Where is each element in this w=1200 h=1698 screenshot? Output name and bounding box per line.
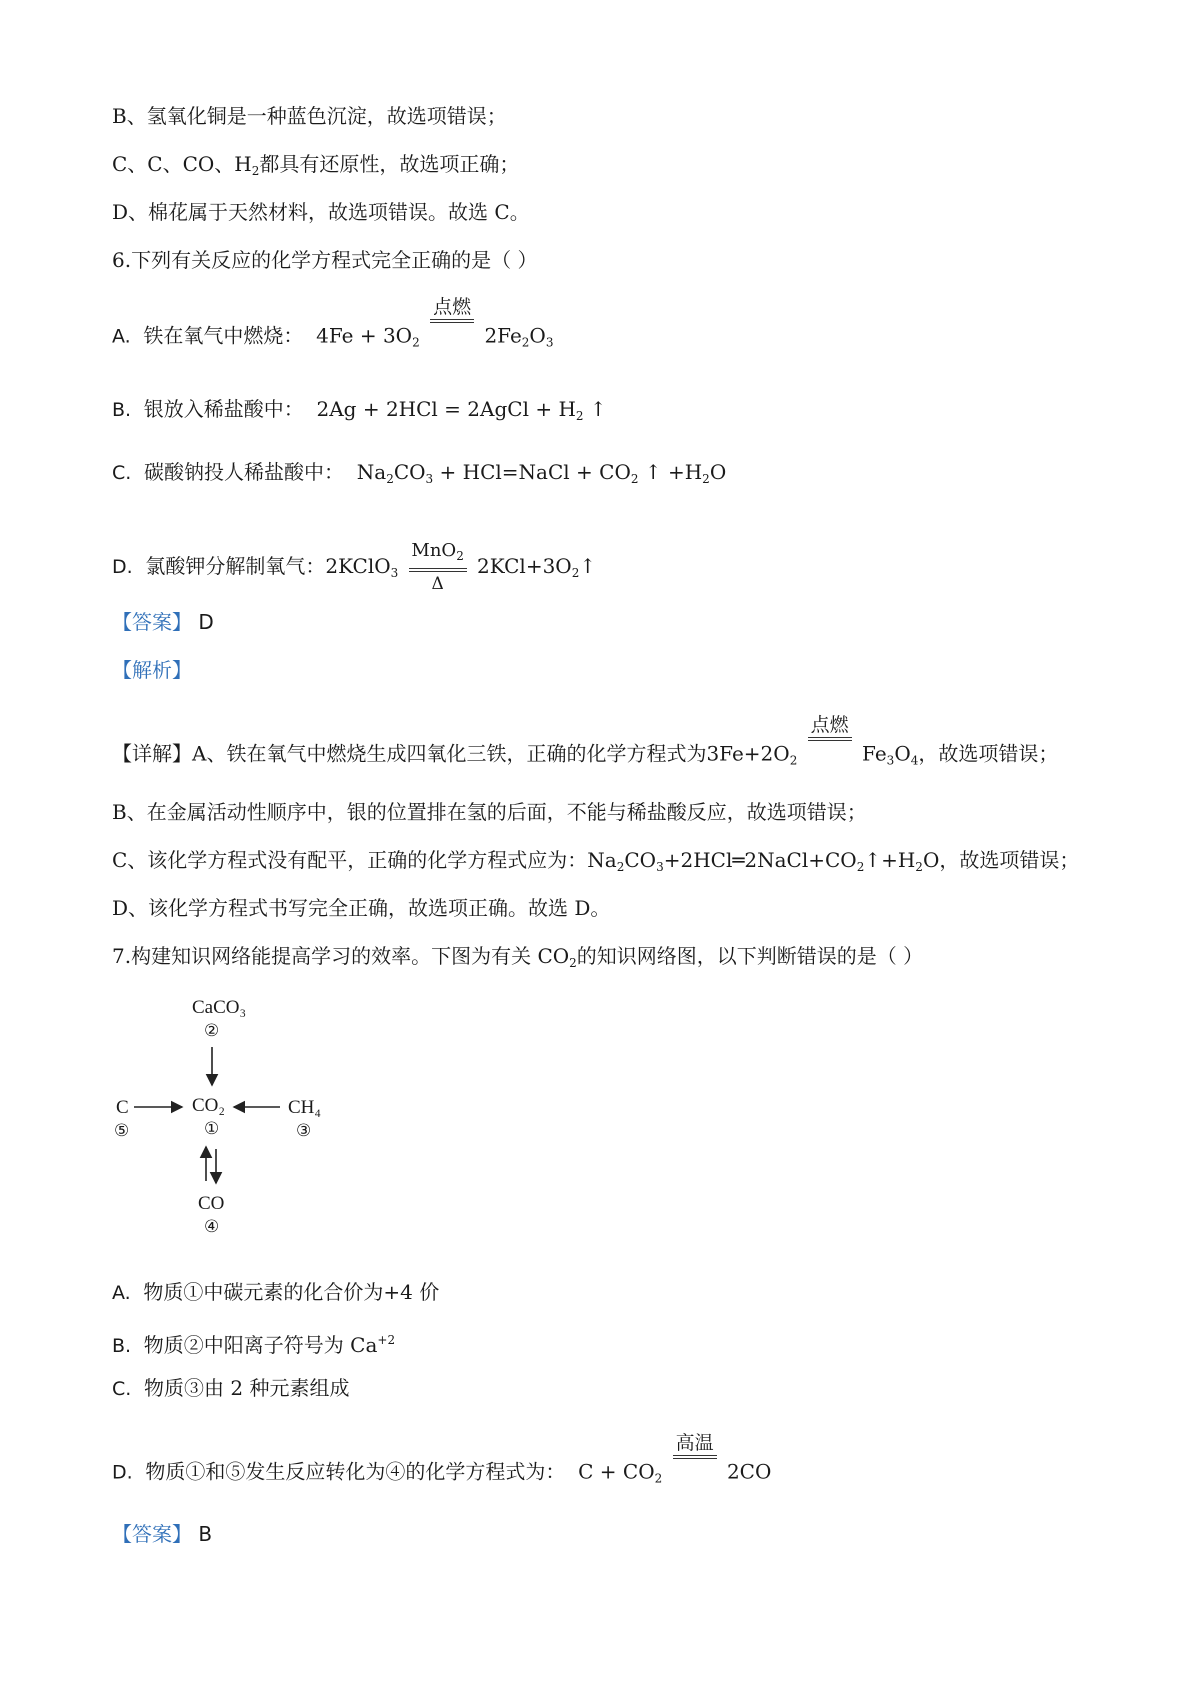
subscript: 2 [569, 956, 577, 970]
equation-part: Na [356, 460, 387, 484]
node-number: ④ [204, 1217, 220, 1237]
subscript: 2 [915, 860, 923, 874]
text-span: 都具有还原性，故选项正确； [259, 152, 520, 176]
answer-value: D [198, 610, 214, 634]
option-d [112, 540, 596, 595]
analysis-tag: 【解析】 [112, 658, 192, 682]
node-co2: CO₂ [192, 1095, 226, 1116]
option-b [112, 1326, 395, 1360]
question-stem: 6.下列有关反应的化学方程式完全正确的是（ ） [112, 248, 538, 272]
subscript: 3 [545, 335, 554, 350]
equation-part: O [529, 323, 546, 348]
subscript: 2 [456, 549, 464, 563]
option-text: 氯酸钾分解制氧气： [145, 554, 326, 578]
option-d [112, 1432, 772, 1498]
node-number: ① [204, 1119, 220, 1139]
subscript: 3 [656, 860, 664, 874]
subscript: 2 [251, 164, 260, 178]
answer-tag: 【答案】 [112, 1522, 192, 1546]
option-text: 物质①中碳元素的化合价为+4 价 [143, 1280, 440, 1304]
equals-bar [430, 319, 474, 323]
detail-line-b: B、在金属活动性顺序中，银的位置排在氢的后面，不能与稀盐酸反应，故选项错误； [112, 800, 867, 824]
question-stem [112, 942, 923, 977]
text-line: D、棉花属于天然材料，故选项错误。故选 C。 [112, 200, 530, 224]
answer-line [112, 608, 214, 636]
condition-label: MnO [411, 540, 457, 561]
equation-part: O [709, 460, 727, 484]
co2-network-diagram [100, 985, 340, 1245]
text-span: C、C、CO、H [112, 152, 252, 176]
equation-part: O [894, 741, 911, 766]
detail-line-a [112, 714, 1059, 780]
subscript: 4 [910, 753, 919, 768]
option-text: 物质③由 2 种元素组成 [144, 1376, 350, 1400]
option-a [112, 296, 554, 362]
text-line: B、氢氧化铜是一种蓝色沉淀，故选项错误； [112, 104, 507, 128]
reaction-condition [409, 540, 467, 595]
subscript: 2 [412, 335, 420, 350]
detail-tag: 【详解】 [112, 741, 192, 766]
equation-part: ↑+H [864, 848, 916, 872]
equation-part: 2CO [726, 1459, 772, 1484]
node-caco3: CaCO₃ [192, 997, 247, 1018]
subscript: 3 [425, 472, 434, 486]
subscript: 2 [702, 472, 710, 486]
equation-part: + HCl=NaCl + CO [433, 460, 631, 484]
reaction-condition [808, 714, 852, 764]
subscript: 2 [571, 566, 580, 580]
equation-part: CO [393, 460, 426, 484]
option-c [112, 1374, 349, 1403]
equation-part: C + CO [578, 1459, 655, 1484]
subscript: 2 [654, 1471, 663, 1486]
condition-label: 高温 [675, 1432, 714, 1454]
equation-part: ↑ +H [644, 460, 703, 484]
node-number: ⑤ [114, 1121, 130, 1141]
reaction-condition [430, 296, 474, 346]
node-c: C [116, 1097, 129, 1118]
subscript: 2 [521, 335, 530, 350]
option-c [112, 458, 726, 493]
condition-label: 点燃 [433, 296, 472, 318]
text-span: 的知识网络图，以下判断错误的是（ ） [576, 944, 924, 968]
option-text: 铁在氧气中燃烧： [143, 323, 304, 348]
option-label: A. [112, 325, 131, 348]
answer-line [112, 1520, 212, 1548]
equals-bar [673, 1455, 717, 1459]
equation-part: +2HCl═2NaCl+CO [663, 848, 857, 872]
subscript: 3 [390, 566, 399, 580]
diagram-arrows [100, 985, 340, 1245]
option-text: 物质①和⑤发生反应转化为④的化学方程式为： [145, 1459, 566, 1484]
option-label: B. [112, 399, 132, 421]
subscript: 2 [630, 472, 639, 486]
subscript: 2 [789, 753, 798, 768]
answer-value: B [198, 1522, 213, 1546]
equals-bar [409, 568, 467, 572]
subscript: 2 [616, 860, 625, 874]
equation-part: Fe [862, 741, 887, 766]
option-label: D. [112, 556, 133, 578]
subscript: 3 [886, 753, 895, 768]
equation-part: 4Fe + 3O [316, 323, 413, 348]
node-co: CO [198, 1193, 225, 1214]
equation-part: 3Fe+2O [706, 741, 790, 766]
option-text: 碳酸钠投人稀盐酸中： [144, 460, 345, 484]
equation-part: 2Fe [484, 323, 522, 348]
option-b [112, 395, 607, 430]
equation-part: 2KCl+3O [476, 554, 572, 578]
option-a [112, 1278, 439, 1307]
text-span: C、该化学方程式没有配平，正确的化学方程式应为：Na [112, 848, 617, 872]
answer-tag: 【答案】 [112, 610, 192, 634]
text-span: O，故选项错误； [922, 848, 1080, 872]
option-label: B. [112, 1335, 132, 1357]
subscript: 2 [575, 409, 584, 423]
analysis-line [112, 656, 192, 684]
equation-part: 2KClO [325, 554, 391, 578]
detail-line-c [112, 846, 1079, 881]
subscript: 2 [386, 472, 394, 486]
option-label: D. [112, 1461, 133, 1484]
equals-bar [808, 737, 852, 741]
superscript: +2 [377, 1333, 396, 1347]
gas-arrow: ↑ [589, 397, 607, 421]
equation-part: CO [624, 848, 657, 872]
option-text: 物质②中阳离子符号为 Ca [143, 1333, 378, 1357]
node-number: ② [204, 1021, 220, 1041]
text-span: ，故选项错误； [918, 741, 1059, 766]
gas-arrow: ↑ [579, 554, 597, 578]
option-text: 银放入稀盐酸中： [143, 397, 304, 421]
option-label: C. [112, 462, 132, 484]
condition-label: Δ [431, 574, 444, 594]
text-span: A、铁在氧气中燃烧生成四氧化三铁，正确的化学方程式为 [192, 741, 707, 766]
equation-part: 2Ag + 2HCl = 2AgCl + H [316, 397, 576, 421]
text-line [112, 150, 519, 185]
reaction-condition [673, 1432, 717, 1482]
option-label: C. [112, 1378, 132, 1400]
text-span: 7.构建知识网络能提高学习的效率。下图为有关 CO [112, 944, 570, 968]
node-ch4: CH₄ [288, 1097, 322, 1118]
subscript: 2 [856, 860, 865, 874]
node-number: ③ [296, 1121, 312, 1141]
condition-label: 点燃 [810, 714, 849, 736]
detail-line-d: D、该化学方程式书写完全正确，故选项正确。故选 D。 [112, 896, 611, 920]
option-label: A. [112, 1282, 131, 1304]
